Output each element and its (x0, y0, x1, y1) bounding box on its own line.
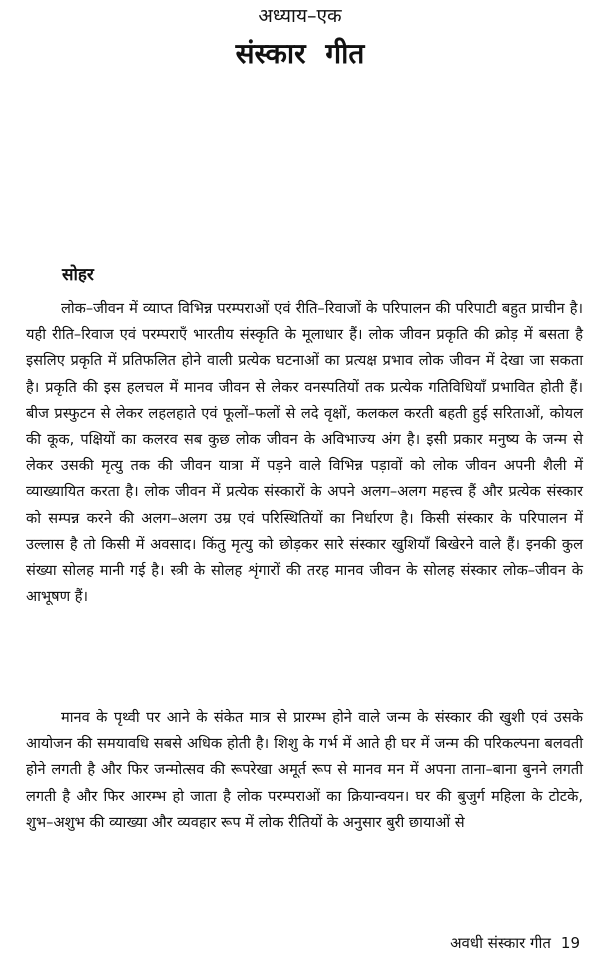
body-paragraph-1: लोक–जीवन में व्याप्त विभिन्न परम्पराओं एवं रीति–रिवाजों के परिपालन की परिपाटी बहुत प्राचीन है। यही रीति–रिवाज एवं परम्पराएँ भारतीय संस्कृति के मूलाधार हैं। लोक जीवन प्रकृति की क्रोड़ में बसता है इसलिए प्रकृति में प्रतिफलित होने वाली प्रत्येक घटनाओं का प्रत्यक्ष प्रभाव लोक जीवन में देखा जा सकता है। प्रकृति की इस हलचल में मानव जीवन से लेकर वनस्पतियों तक प्रत्येक गतिविधियाँ प्रभावित होती हैं। बीज प्रस्फुटन से लेकर लहलहाते एवं फूलों–फलों से लदे वृक्षों, कलकल करती बहती हुई सरिताओं, कोयल की कूक, पक्षियों का कलरव सब कुछ लोक जीवन के अविभाज्य अंग है। इसी प्रकार मनुष्य के जन्म से लेकर उसकी मृत्यु तक की जीवन यात्रा में पड़ने वाले विभिन्न पड़ावों को लोक जीवन अपनी शैली में व्याख्यायित करता है। लोक जीवन में प्रत्येक संस्कारों के अपने अलग–अलग महत्त्व हैं और प्रत्येक संस्कार को सम्पन्न करने की अलग–अलग उम्र एवं परिस्थितियों का निर्धारण है। किसी संस्कार के परिपालन में उल्लास है तो किसी में अवसाद। किंतु मृत्यु को छोड़कर सारे संस्कार खुशियाँ बिखेरने वाले हैं। इनकी कुल संख्या सोलह मानी गई है। स्त्री के सोलह शृंगारों की तरह मानव जीवन के सोलह संस्कार लोक–जीवन के आभूषण हैं। (26, 300, 583, 606)
chapter-label: अध्याय–एक (258, 5, 342, 27)
chapter-title: संस्कार गीत (235, 37, 365, 70)
body-paragraph-2: मानव के पृथ्वी पर आने के संकेत मात्र से प्रारम्भ होने वाले जन्म के संस्कार की खुशी एवं उसके आयोजन की समयावधि सबसे अधिक होती है। शिशु के गर्भ में आते ही घर में जन्म की परिकल्पना बलवती होने लगती है और फिर जन्मोत्सव की रूपरेखा अमूर्त रूप से मानव मन में अपना ताना–बाना बुनने लगती लगती है और फिर आरम्भ हो जाता है लोक परम्पराओं का क्रियान्वयन। घर की बुजुर्ग महिला के टोटके, शुभ–अशुभ की व्याख्या और व्यवहार रूप में लोक रीतियों के अनुसार बुरी छायाओं से (26, 709, 583, 831)
page-footer (450, 933, 580, 953)
section-heading: सोहर (62, 265, 94, 285)
page-number: 19 (560, 934, 580, 952)
footer-book-title: अवधी संस्कार गीत (450, 934, 551, 952)
